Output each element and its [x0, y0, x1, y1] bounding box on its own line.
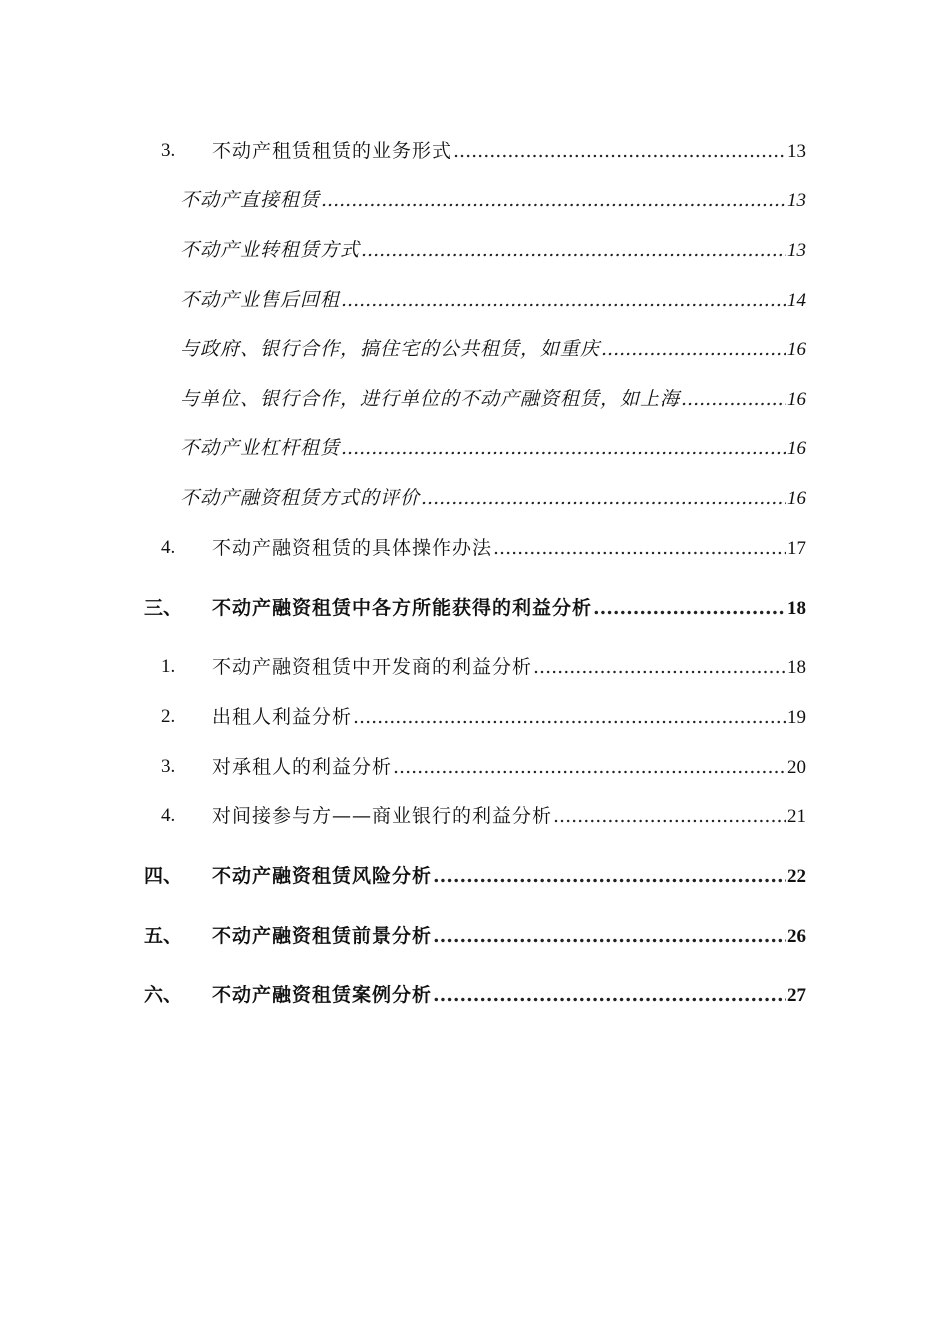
- dot-leader: [433, 921, 786, 951]
- dot-leader: [361, 235, 786, 265]
- toc-entry-page: 26: [787, 926, 806, 947]
- toc-entry-page: 22: [787, 866, 806, 887]
- toc-entry-title: 对承租人的利益分析: [212, 756, 393, 778]
- toc-entry-page: 17: [787, 538, 806, 559]
- toc-entry-title: 不动产业售后回租: [180, 289, 341, 311]
- toc-entry-page: 14: [787, 290, 806, 311]
- dot-leader: [393, 752, 786, 782]
- dot-leader: [681, 384, 786, 414]
- toc-entry-number: 五、: [144, 925, 183, 947]
- toc-entry-number: 4.: [161, 805, 176, 826]
- toc-entry-title: 不动产融资租赁前景分析: [212, 925, 433, 947]
- toc-entry-page: 19: [787, 707, 806, 728]
- toc-entry-number: 3.: [161, 140, 176, 161]
- toc-entry-title: 不动产租赁租赁的业务形式: [212, 140, 453, 162]
- toc-entry-title: 与单位、银行合作，进行单位的不动产融资租赁，如上海: [180, 388, 681, 410]
- toc-entry-title: 不动产融资租赁方式的评价: [180, 487, 421, 509]
- dot-leader: [453, 136, 786, 166]
- toc-entry-number: 2.: [161, 706, 176, 727]
- dot-leader: [433, 861, 786, 891]
- toc-entry-number: 1.: [161, 656, 176, 677]
- dot-leader: [601, 334, 786, 364]
- toc-entry-title: 对间接参与方——商业银行的利益分析: [212, 805, 553, 827]
- toc-entry-page: 16: [787, 438, 806, 459]
- toc-entry-page: 16: [787, 488, 806, 509]
- dot-leader: [593, 593, 786, 623]
- toc-entry-page: 20: [787, 757, 806, 778]
- toc-entry-title: 不动产融资租赁中各方所能获得的利益分析: [212, 597, 593, 619]
- toc-entry-page: 13: [787, 190, 806, 211]
- toc-entry-page: 16: [787, 389, 806, 410]
- toc-entry-number: 三、: [144, 597, 183, 619]
- toc-entry-title: 不动产业杠杆租赁: [180, 437, 341, 459]
- toc-entry-title: 不动产业转租赁方式: [180, 239, 361, 261]
- dot-leader: [433, 980, 786, 1010]
- toc-entry-page: 18: [787, 598, 806, 619]
- dot-leader: [533, 652, 786, 682]
- toc-entry-title: 不动产直接租赁: [180, 189, 321, 211]
- dot-leader: [553, 801, 786, 831]
- dot-leader: [341, 285, 786, 315]
- toc-entry-page: 13: [787, 141, 806, 162]
- dot-leader: [321, 185, 786, 215]
- toc-entry-title: 与政府、银行合作，搞住宅的公共租赁，如重庆: [180, 338, 601, 360]
- toc-entry-title: 不动产融资租赁风险分析: [212, 865, 433, 887]
- dot-leader: [353, 702, 786, 732]
- toc-entry-number: 4.: [161, 537, 176, 558]
- toc-entry-number: 四、: [144, 865, 183, 887]
- toc-entry-page: 18: [787, 657, 806, 678]
- toc-entry-page: 16: [787, 339, 806, 360]
- dot-leader: [341, 433, 786, 463]
- toc-entry-title: 不动产融资租赁案例分析: [212, 984, 433, 1006]
- toc-entry-number: 3.: [161, 756, 176, 777]
- toc-entry-page: 21: [787, 806, 806, 827]
- toc-entry-page: 13: [787, 240, 806, 261]
- toc-entry-number: 六、: [144, 984, 183, 1006]
- dot-leader: [421, 483, 786, 513]
- toc-entry-title: 出租人利益分析: [212, 706, 353, 728]
- toc-entry-title: 不动产融资租赁的具体操作办法: [212, 537, 493, 559]
- toc-entry-page: 27: [787, 985, 806, 1006]
- toc-entry-title: 不动产融资租赁中开发商的利益分析: [212, 656, 533, 678]
- dot-leader: [493, 533, 786, 563]
